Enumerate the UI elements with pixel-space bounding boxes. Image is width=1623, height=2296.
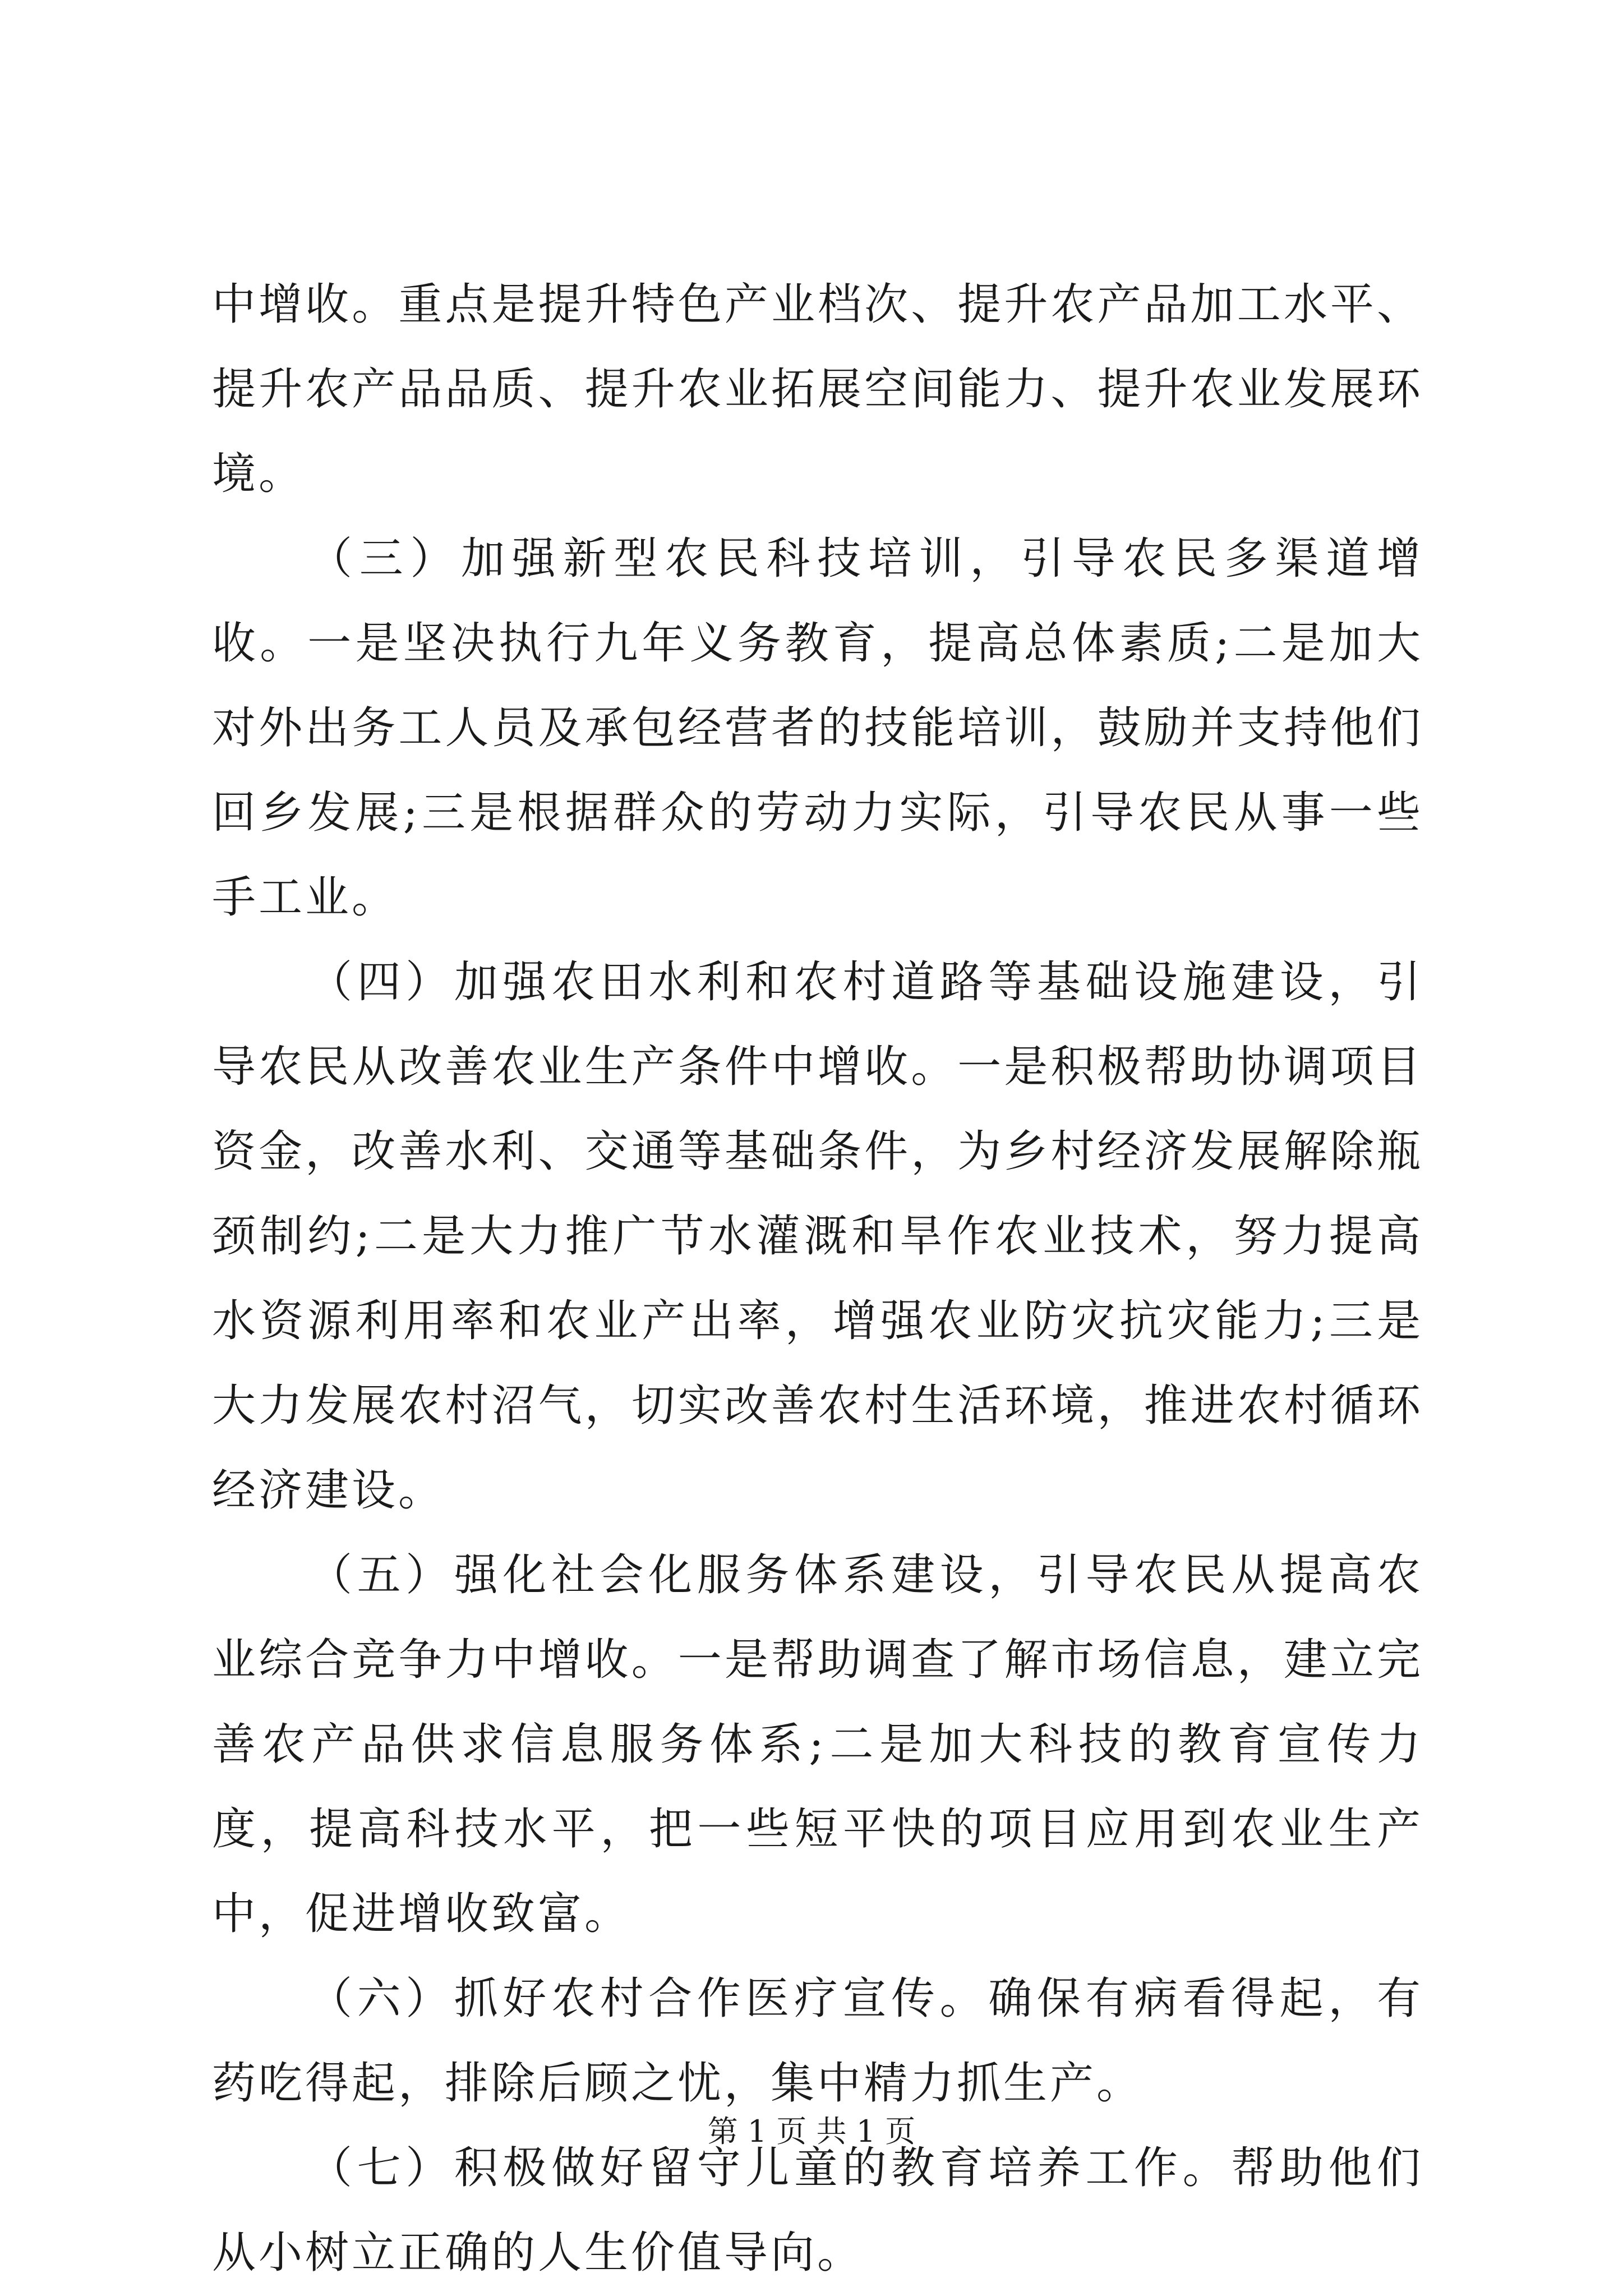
paragraph-item-4: （四）加强农田水利和农村道路等基础设施建设，引导农民从改善农业生产条件中增收。一是积极帮助协调项目资金，改善水利、交通等基础条件，为乡村经济发展解除瓶颈制约;二是大力推广节水灌溉和旱作农业技术，努力提高水资源利用率和农业产出率，增强农业防灾抗灾能力;三是大力发展农村沼气，切实改善农村生活环境，推进农村循环经济建设。 <box>212 957 1423 1516</box>
page-footer: 第 1 页 共 1 页 <box>707 2114 916 2149</box>
paragraph-item-5: （五）强化社会化服务体系建设，引导农民从提高农业综合竞争力中增收。一是帮助调查了解市场信息，建立完善农产品供求信息服务体系;二是加大科技的教育宣传力度，提高科技水平，把一些短平快的项目应用到农业生产中，促进增收致富。 <box>212 1550 1423 1939</box>
paragraph-item-7: （七）积极做好留守儿童的教育培养工作。帮助他们从小树立正确的人生价值导向。 <box>212 2143 1423 2278</box>
paragraph-item-6: （六）抓好农村合作医疗宣传。确保有病看得起，有药吃得起，排除后顾之忧，集中精力抓生产。 <box>212 1973 1423 2109</box>
document-body <box>212 263 1423 2295</box>
paragraph-item-3: （三）加强新型农民科技培训，引导农民多渠道增收。一是坚决执行九年义务教育，提高总体素质;二是加大对外出务工人员及承包经营者的技能培训，鼓励并支持他们回乡发展;三是根据群众的劳动力实际，引导农民从事一些手工业。 <box>212 533 1423 923</box>
paragraph-continuation: 中增收。重点是提升特色产业档次、提升农产品加工水平、提升农产品品质、提升农业拓展空间能力、提升农业发展环境。 <box>212 279 1423 499</box>
